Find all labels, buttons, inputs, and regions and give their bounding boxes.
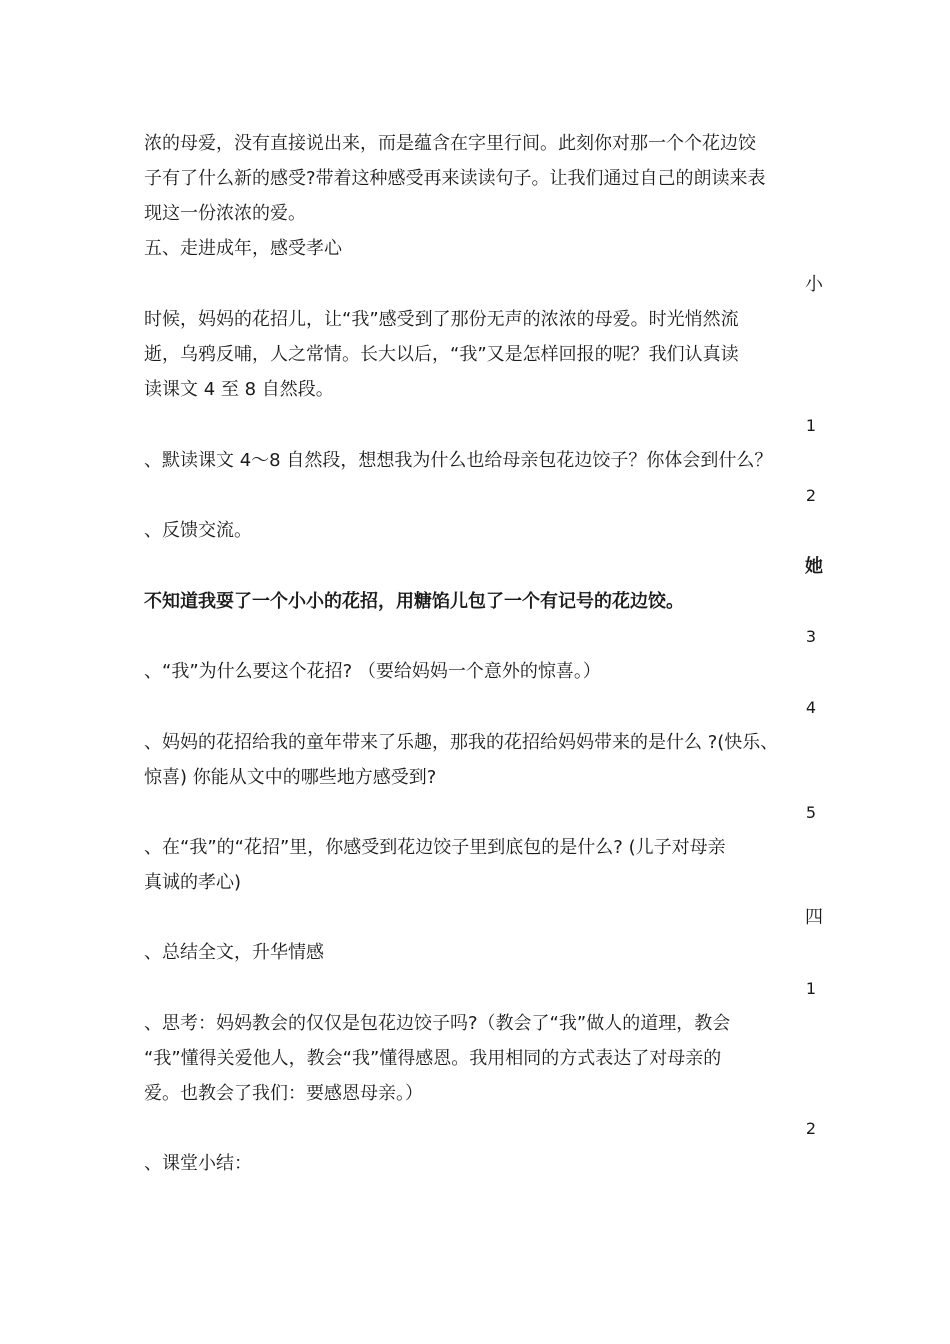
item-number: 1 [805,416,816,435]
quote-text: 不知道我耍了一个小小的花招，用糖馅儿包了一个有记号的花边饺。 [144,591,684,612]
paragraph-line: 现这一份浓浓的爱。 [144,203,306,224]
quote-lead-char: 她 [805,556,823,577]
paragraph-line: 时候，妈妈的花招儿，让“我”感受到了那份无声的浓浓的母爱。时光悄然流 [144,309,739,330]
list-item: 、在“我”的“花招”里，你感受到花边饺子里到底包的是什么? (儿子对母亲 [144,837,726,858]
section-heading: 、总结全文，升华情感 [144,942,324,963]
paragraph-line: 读课文 4 至 8 自然段。 [144,379,334,400]
list-item: 爱。也教会了我们：要感恩母亲。） [144,1083,423,1104]
item-number: 2 [805,1119,816,1138]
paragraph-lead-char: 小 [805,274,823,295]
paragraph-line: 逝，乌鸦反哺，人之常情。长大以后，“我”又是怎样回报的呢？我们认真读 [144,344,739,365]
list-item: 、默读课文 4～8 自然段，想想我为什么也给母亲包花边饺子？你体会到什么？ [144,450,773,471]
item-number: 5 [805,803,816,822]
list-item: 、思考：妈妈教会的仅仅是包花边饺子吗?（教会了“我”做人的道理，教会 [144,1013,731,1034]
list-item: “我”懂得关爱他人，教会“我”懂得感恩。我用相同的方式表达了对母亲的 [144,1048,722,1069]
item-number: 3 [805,627,816,646]
list-item: 、“我”为什么要这个花招? （要给妈妈一个意外的惊喜。） [144,661,601,682]
list-item: 、课堂小结： [144,1153,252,1174]
list-item: 、反馈交流。 [144,520,252,541]
section-lead-char: 四 [805,907,823,928]
item-number: 2 [805,486,816,505]
list-item: 、妈妈的花招给我的童年带来了乐趣，那我的花招给妈妈带来的是什么 ?(快乐、 [144,732,779,753]
paragraph-line: 浓的母爱，没有直接说出来，而是蕴含在字里行间。此刻你对那一个个花边饺 [144,133,756,154]
list-item: 真诚的孝心) [144,872,242,893]
paragraph-line: 子有了什么新的感受?带着这种感受再来读读句子。让我们通过自己的朗读来表 [144,168,766,189]
item-number: 1 [805,979,816,998]
list-item: 惊喜) 你能从文中的哪些地方感受到? [144,767,437,788]
item-number: 4 [805,698,816,717]
section-heading: 五、走进成年，感受孝心 [144,238,342,259]
